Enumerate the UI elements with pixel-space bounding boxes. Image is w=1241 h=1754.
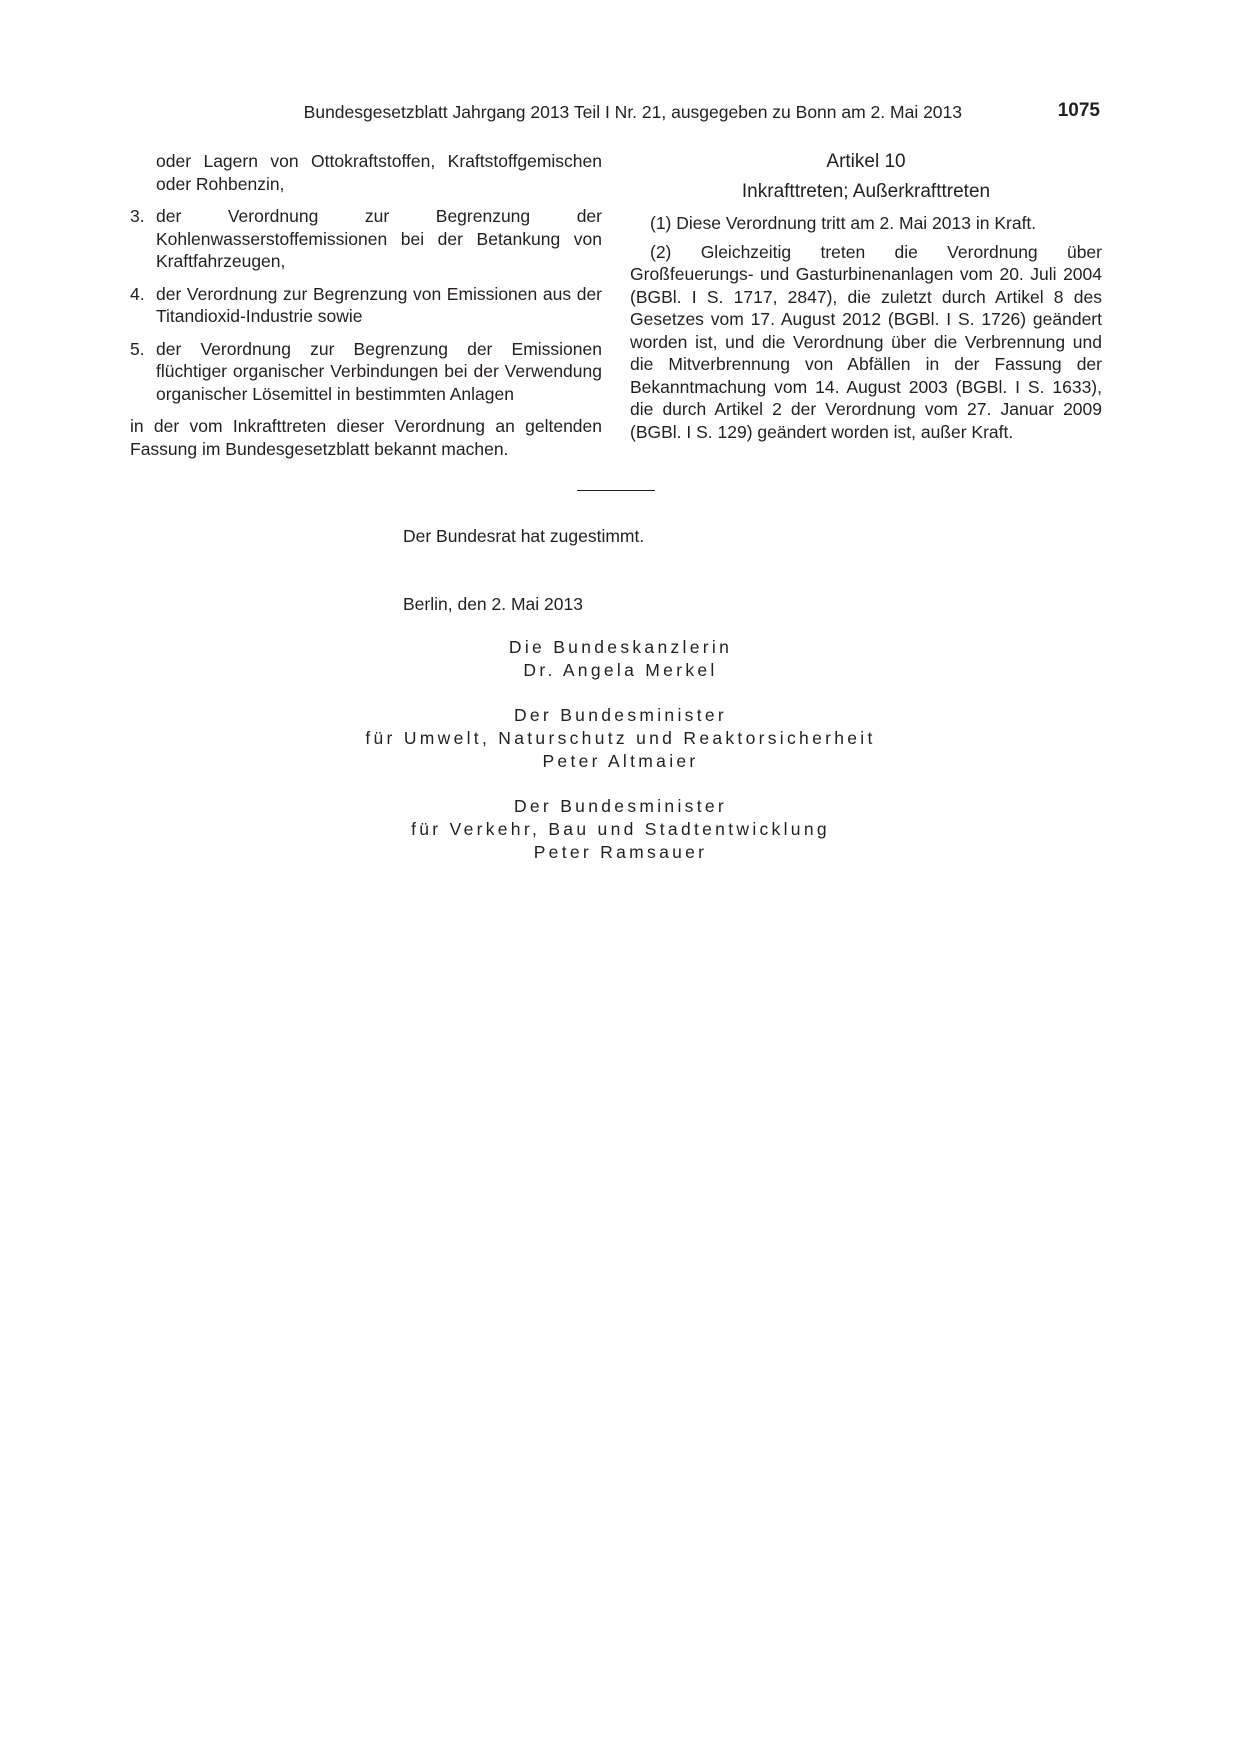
place-and-date: Berlin, den 2. Mai 2013 (403, 594, 583, 614)
item-text: der Verordnung zur Begrenzung der Kohlenwasserstoffemissionen bei der Betankung von Kraftfahrzeugen, (156, 206, 602, 271)
signatory-office: Der Bundesminister (513, 705, 728, 725)
signature-block (0, 704, 1241, 773)
item-number: 3. (130, 206, 145, 226)
page-number: 1075 (1057, 100, 1100, 121)
signatory-office: Der Bundesminister (513, 796, 728, 816)
item-number: 4. (130, 283, 145, 304)
signatory-name: Peter Ramsauer (533, 842, 708, 862)
item-text: der Verordnung zur Begrenzung von Emissionen aus der Titandioxid-Industrie sowie (156, 283, 602, 326)
list-item (130, 283, 602, 328)
signature-block (0, 636, 1241, 682)
paragraph: (2) Gleichzeitig treten die Verordnung über Großfeuerungs- und Gasturbinenanlagen vom 20. Juli 2004 (BGBl. I S. 1717, 2847), die zuletzt durch Artikel 8 des Gesetzes vom 17. August 2012 (BGBl. I S. 1726) geändert worden ist, und die Verordnung über die Verbrennung und die Mitverbrennung von Abfällen in der Fassung der Bekanntmachung vom 14. August 2003 (BGBl. I S. 1633), die durch Artikel 2 der Verordnung vom 27. Januar 2009 (BGBl. I S. 129) geändert worden ist, außer Kraft. (630, 241, 1102, 442)
signatory-office: Die Bundeskanzlerin (508, 637, 733, 657)
left-column (130, 150, 602, 460)
section-divider (577, 490, 655, 491)
closing-text: in der vom Inkrafttreten dieser Verordnung an geltenden Fassung im Bundesgesetzblatt bekannt machen. (130, 416, 602, 459)
item-list (130, 205, 602, 405)
signatory-office-detail: für Verkehr, Bau und Stadtentwicklung (411, 819, 830, 839)
signature-block (0, 795, 1241, 864)
continuation-text: oder Lagern von Ottokraftstoffen, Kraftstoffgemischen oder Rohbenzin, (156, 151, 602, 194)
signatory-name: Peter Altmaier (542, 751, 699, 771)
paragraph: (1) Diese Verordnung tritt am 2. Mai 2013 in Kraft. (650, 213, 1037, 233)
item-text: der Verordnung zur Begrenzung der Emissionen flüchtiger organischer Verbindungen bei der Verwendung organischer Lösemittel in bestimmten Anlagen (156, 338, 602, 404)
page-header (130, 100, 1100, 126)
signature-section (0, 636, 1241, 886)
list-item (130, 338, 602, 406)
list-item (130, 205, 602, 273)
signatory-name: Dr. Angela Merkel (523, 660, 718, 680)
signatory-office-detail: für Umwelt, Naturschutz und Reaktorsicherheit (365, 728, 876, 748)
running-title: Bundesgesetzblatt Jahrgang 2013 Teil I Nr. 21, ausgegeben zu Bonn am 2. Mai 2013 (303, 102, 962, 122)
right-column (630, 150, 1102, 449)
article-subtitle: Inkrafttreten; Außerkrafttreten (741, 181, 991, 202)
item-number: 5. (130, 338, 145, 359)
article-title: Artikel 10 (826, 151, 906, 172)
assent-statement: Der Bundesrat hat zugestimmt. (403, 526, 645, 546)
